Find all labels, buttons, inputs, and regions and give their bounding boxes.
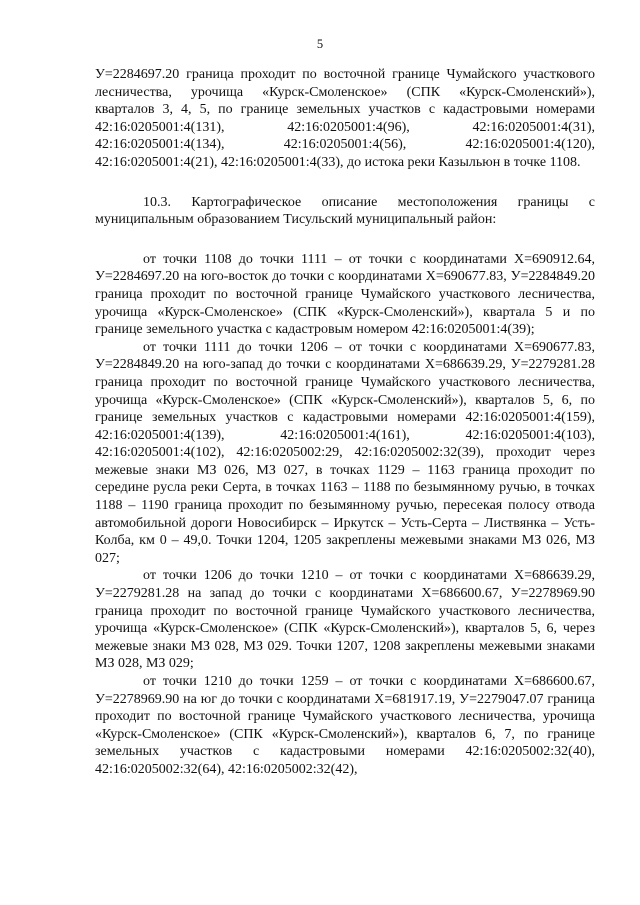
paragraph-segment-1206-1210: от точки 1206 до точки 1210 – от точки с координатами Х=686639.29, У=2279281.28 на запад до точки с координатами Х=686600.67, У=2278969.90 граница проходит по восточной границе Чумайского участкового лесничества, урочища «Курск-Смоленское» (СПК «Курск-Смоленский»), кварталов 5, 6, через межевые знаки МЗ 028, МЗ 029. Точки 1207, 1208 закреплены межевыми знаками МЗ 028, МЗ 029;: [95, 568, 595, 672]
page-number: 5: [316, 37, 324, 51]
paragraph-segment-1111-1206: от точки 1111 до точки 1206 – от точки с координатами Х=690677.83, У=2284849.20 на юго-запад до точки с координатами Х=686639.29, У=2279281.28 граница проходит по восточной границе Чумайского участкового лесничества, урочища «Курск-Смоленское» (СПК «Курск-Смоленский»), кварталов 5, 6, по границе земельных участков с кадастровыми номерами 42:16:0205001:4(159), 42:16:0205001:4(139), 42:16:0205001:4(161), 42:16:0205001:4(103), 42:16:0205001:4(102), 42:16:0205002:29, 42:16:0205002:32(39), проходит через межевые знаки МЗ 026, МЗ 027, в точках 1129 – 1163 граница проходит по середине русла реки Серта, в точках 1163 – 1188 по безымянному ручью, в точках 1188 – 1190 граница проходит по безымянному ручью, пересекая полосу отвода автомобильной дороги Новосибирск – Иркутск – Усть-Серта – Листвянка – Усть-Колба, км 0 – 49,0. Точки 1204, 1205 закреплены межевыми знаками МЗ 026, МЗ 027;: [95, 339, 595, 566]
paragraph-segment-1108-1111: от точки 1108 до точки 1111 – от точки с координатами Х=690912.64, У=2284697.20 на юго-восток до точки с координатами Х=690677.83, У=2284849.20 граница проходит по восточной границе Чумайского участкового лесничества, урочища «Курск-Смоленское» (СПК «Курск-Смоленский»), квартала 5 и по границе земельного участка с кадастровым номером 42:16:0205001:4(39);: [95, 251, 595, 338]
paragraph-continuation: У=2284697.20 граница проходит по восточной границе Чумайского участкового лесничества, урочища «Курск-Смоленское» (СПК «Курск-Смоленский»), кварталов 3, 4, 5, по границе земельных участков с кадастровыми номерами 42:16:0205001:4(131), 42:16:0205001:4(96), 42:16:0205001:4(31), 42:16:0205001:4(134), 42:16:0205001:4(56), 42:16:0205001:4(120), 42:16:0205001:4(21), 42:16:0205001:4(33), до истока реки Казыльюн в точке 1108.: [95, 67, 595, 170]
paragraph-segment-1210-1259: от точки 1210 до точки 1259 – от точки с координатами Х=686600.67, У=2278969.90 на юг до точки с координатами Х=681917.19, У=2279047.07 граница проходит по восточной границе Чумайского участкового лесничества, урочища «Курск-Смоленское» (СПК «Курск-Смоленский»), кварталов 6, 7, по границе земельных участков с кадастровыми номерами 42:16:0205002:32(40), 42:16:0205002:32(64), 42:16:0205002:32(42),: [95, 674, 595, 777]
document-body: [95, 66, 595, 779]
section-heading-10-3: 10.3. Картографическое описание местоположения границы с муниципальным образованием Тисульский муниципальный район:: [95, 194, 595, 228]
